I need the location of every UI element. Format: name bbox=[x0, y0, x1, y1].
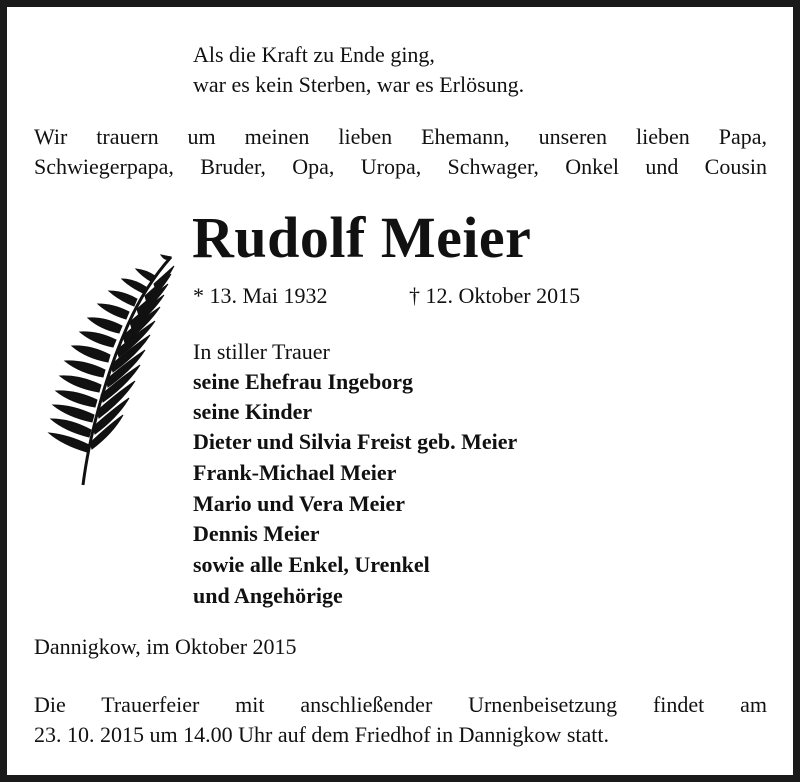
poem-line-1: Als die Kraft zu Ende ging, bbox=[193, 42, 435, 67]
mourner-line: seine Kinder bbox=[193, 399, 313, 424]
intro-line-1: Wir trauern um meinen lieben Ehemann, unseren lieben Papa, bbox=[34, 124, 767, 149]
palm-leaf-icon bbox=[43, 247, 178, 492]
mourner-line: Dieter und Silvia Freist geb. Meier bbox=[193, 429, 518, 454]
service-line-1: Die Trauerfeier mit anschließender Urnenbeisetzung findet am bbox=[34, 692, 767, 717]
intro-line-2: Schwiegerpapa, Bruder, Opa, Uropa, Schwager, Onkel und Cousin bbox=[34, 154, 767, 179]
service-line-2: 23. 10. 2015 um 14.00 Uhr auf dem Friedhof in Dannigkow statt. bbox=[34, 722, 609, 747]
service-info bbox=[34, 690, 767, 750]
deceased-name: Rudolf Meier bbox=[192, 205, 532, 270]
mourner-line: Dennis Meier bbox=[193, 521, 320, 546]
mourner-line: sowie alle Enkel, Urenkel bbox=[193, 552, 430, 577]
poem-line-2: war es kein Sterben, war es Erlösung. bbox=[193, 72, 525, 97]
death-date: † 12. Oktober 2015 bbox=[409, 283, 581, 308]
birth-date: * 13. Mai 1932 bbox=[193, 283, 328, 308]
place-date: Dannigkow, im Oktober 2015 bbox=[34, 634, 297, 659]
mourner-line: und Angehörige bbox=[193, 583, 343, 608]
mourner-line: seine Ehefrau Ingeborg bbox=[193, 369, 413, 394]
mourner-line: Frank-Michael Meier bbox=[193, 460, 397, 485]
mourners-heading: In stiller Trauer bbox=[193, 339, 330, 364]
mourner-line: Mario und Vera Meier bbox=[193, 491, 406, 516]
